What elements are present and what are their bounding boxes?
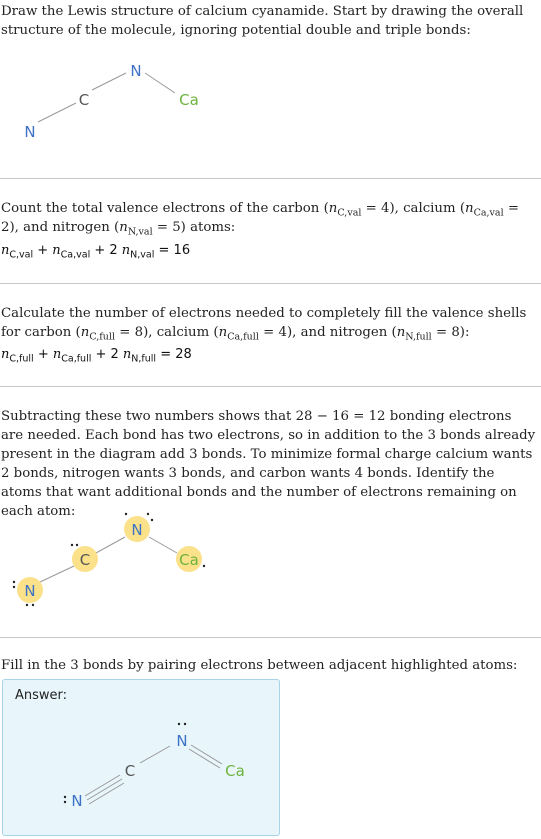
intro-text: Draw the Lewis structure of calcium cyanamide. Start by drawing the overall structure of the molecule, ignoring potential double and triple bonds: — [1, 4, 524, 38]
atom-n-left: N — [24, 123, 36, 141]
atom-c: C — [124, 762, 136, 780]
subtract-text: Subtracting these two numbers shows that 28 − 16 = 12 bonding electrons are needed. Each bond has two electrons, so in addition to the 3 bonds already present in the diagram add 3 bonds. To minimize formal charge calcium wants 2 bonds, nitrogen wants 3 bonds, and carbon wants 4 bonds. Identify the atoms that want additional bonds and the number of electrons remaining on each atom: — [1, 409, 536, 519]
divider — [0, 637, 541, 638]
divider — [0, 386, 541, 387]
skeleton-structure-diagram — [0, 55, 541, 160]
count-text: Count the total valence electrons of the carbon $(n_{C,val} = 4)$, calcium $(n_{Ca,val} = 2)$, and nitrogen $(n_{N,val} = 5)$ atoms: — [1, 201, 520, 238]
bond-c-n — [92, 73, 126, 90]
triple-bond-n-c — [85, 775, 124, 804]
highlighted-atoms-diagram — [0, 505, 541, 615]
atom-c: C — [79, 551, 91, 569]
double-bond-n-ca — [189, 745, 222, 768]
atom-n-top: N — [130, 62, 142, 80]
bond-n-ca — [145, 73, 175, 93]
answer-label: Answer: — [15, 688, 68, 703]
atom-n-left: N — [71, 792, 83, 810]
bond-n-c — [38, 103, 76, 122]
valence-sum-formula: $n_{C,val} + n_{Ca,val} + 2$ $n_{N,val} = 16$ — [1, 243, 191, 261]
divider — [0, 178, 541, 179]
atom-n-top: N — [131, 521, 143, 539]
atom-ca: Ca — [179, 551, 199, 569]
atom-n-left: N — [24, 582, 36, 600]
full-sum-formula: $n_{C,full} + n_{Ca,full} + 2$ $n_{N,full} = 28$ — [1, 347, 192, 365]
answer-lewis-structure — [0, 715, 280, 815]
single-bond-c-n — [140, 746, 170, 763]
atom-ca: Ca — [225, 762, 245, 780]
divider — [0, 283, 541, 284]
fill-text: Fill in the 3 bonds by pairing electrons between adjacent highlighted atoms: — [1, 658, 518, 673]
atom-n-top: N — [176, 732, 188, 750]
atom-ca: Ca — [179, 91, 199, 109]
full-shell-text: Calculate the number of electrons needed to completely fill the valence shells for carbon $(n_{C,full} = 8)$, calcium $(n_{Ca,full} = 4)$, and nitrogen $(n_{N,full} = 8)$: — [1, 306, 527, 343]
atom-c: C — [78, 91, 90, 109]
